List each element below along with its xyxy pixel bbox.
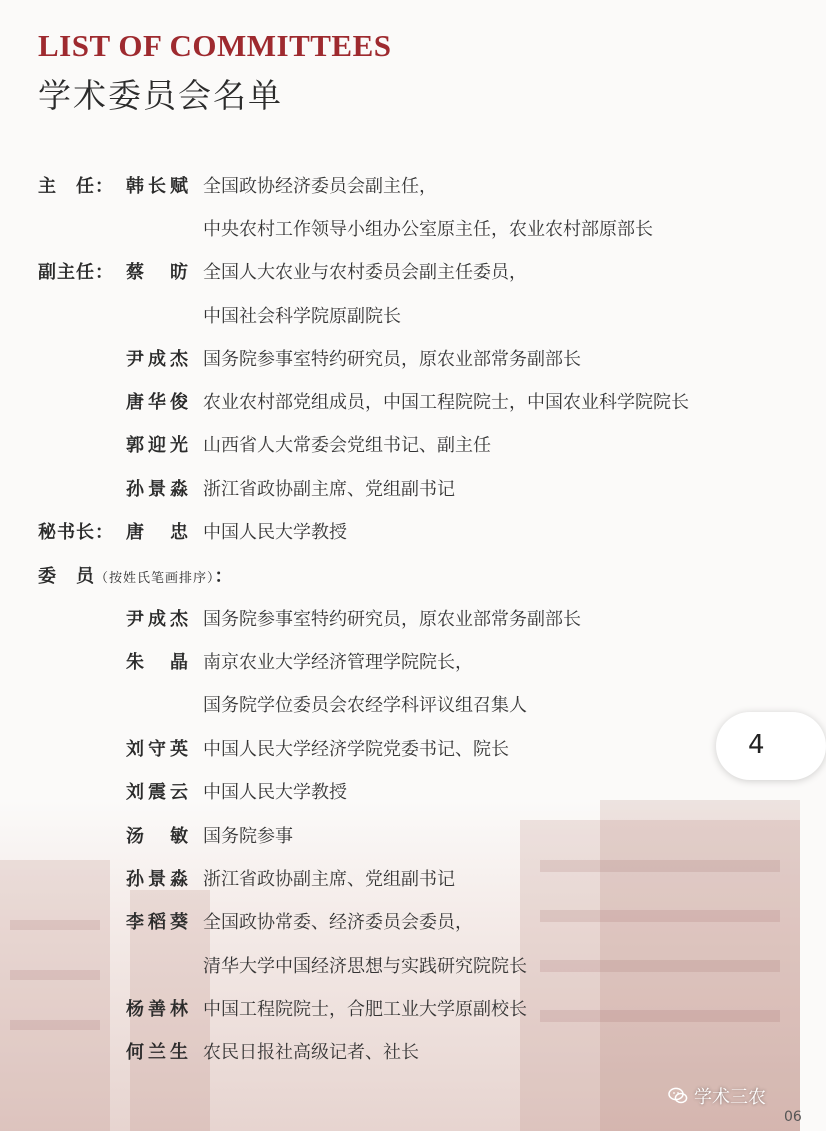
vice-name: 尹成杰 [126, 349, 188, 370]
vice-name: 郭迎光 [126, 435, 188, 456]
member-desc: 中国人民大学教授 [203, 782, 347, 803]
members-heading [38, 562, 234, 594]
page-indicator-tab[interactable] [716, 712, 826, 780]
vice-desc: 国务院参事室特约研究员，原农业部常务副部长 [203, 349, 581, 370]
title-english: LIST OF COMMITTEES [38, 28, 392, 63]
secretary-name: 唐 忠 [126, 522, 188, 543]
member-desc: 国务院学位委员会农经学科评议组召集人 [203, 695, 527, 716]
wechat-icon [668, 1086, 688, 1106]
member-name: 刘守英 [126, 739, 188, 760]
member-name: 杨善林 [126, 999, 188, 1020]
chair-desc-line2: 中央农村工作领导小组办公室原主任，农业农村部原部长 [203, 219, 653, 240]
secretary-label: 秘书长： [38, 522, 114, 543]
vice-desc: 山西省人大常委会党组书记、副主任 [203, 435, 491, 456]
member-desc: 清华大学中国经济思想与实践研究院院长 [203, 956, 527, 977]
member-desc: 国务院参事 [203, 826, 293, 847]
vice-name: 蔡 昉 [126, 262, 188, 283]
member-name: 孙景淼 [126, 869, 188, 890]
members-label: 委 员 [38, 566, 95, 587]
member-desc: 农民日报社高级记者、社长 [203, 1042, 419, 1063]
member-name: 何兰生 [126, 1042, 188, 1063]
member-desc: 南京农业大学经济管理学院院长， [203, 652, 473, 673]
member-name: 李稻葵 [126, 912, 188, 933]
title-chinese: 学术委员会名单 [38, 76, 283, 115]
vice-desc: 中国社会科学院原副院长 [203, 306, 401, 327]
member-name: 朱 晶 [126, 652, 188, 673]
chair-label: 主 任： [38, 176, 114, 197]
vice-desc: 农业农村部党组成员，中国工程院院士，中国农业科学院院长 [203, 392, 689, 413]
member-name: 刘震云 [126, 782, 188, 803]
chair-desc-line1: 全国政协经济委员会副主任， [203, 176, 437, 197]
page-number: 06 [784, 1109, 802, 1125]
watermark [668, 1083, 766, 1109]
member-name: 尹成杰 [126, 609, 188, 630]
member-desc: 中国工程院院士，合肥工业大学原副校长 [203, 999, 527, 1020]
vice-desc: 浙江省政协副主席、党组副书记 [203, 479, 455, 500]
vice-name: 唐华俊 [126, 392, 188, 413]
vice-label: 副主任： [38, 262, 114, 283]
member-desc: 中国人民大学经济学院党委书记、院长 [203, 739, 509, 760]
member-desc: 浙江省政协副主席、党组副书记 [203, 869, 455, 890]
vice-name: 孙景淼 [126, 479, 188, 500]
watermark-text: 学术三农 [694, 1087, 766, 1108]
chair-name: 韩长赋 [126, 176, 188, 197]
member-desc: 国务院参事室特约研究员，原农业部常务副部长 [203, 609, 581, 630]
secretary-desc: 中国人民大学教授 [203, 522, 347, 543]
members-colon: ： [214, 566, 234, 587]
vice-desc: 全国人大农业与农村委员会副主任委员， [203, 262, 527, 283]
members-note: （按姓氏笔画排序） [95, 571, 215, 586]
member-desc: 全国政协常委、经济委员会委员， [203, 912, 473, 933]
member-name: 汤 敏 [126, 826, 188, 847]
page-indicator-number: 4 [748, 730, 765, 760]
